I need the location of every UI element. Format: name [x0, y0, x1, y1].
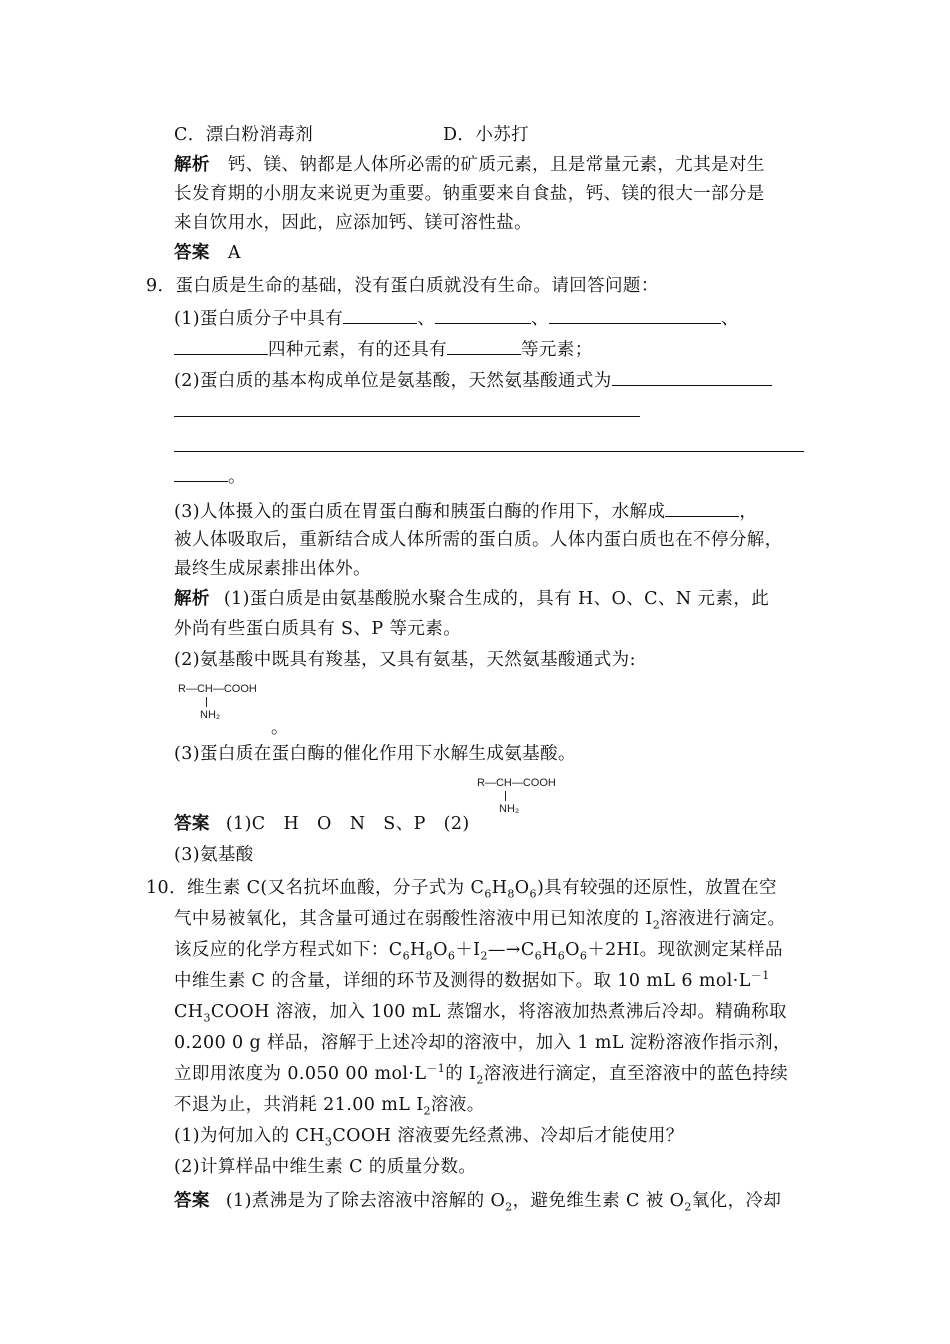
q10-sub2: (2)计算样品中维生素 C 的质量分数。 [174, 1157, 477, 1177]
subscript: 2 [480, 949, 488, 963]
answer-blank [174, 433, 804, 452]
text: —→C [487, 940, 535, 960]
text: ，避免维生素 C 被 O [512, 1191, 685, 1211]
answer-q10-line1 [174, 1189, 781, 1213]
q10-line7 [174, 1062, 788, 1086]
answer-blank [549, 305, 721, 324]
text: COOH 溶液要先经煮沸、冷却后才能使用？ [332, 1126, 684, 1146]
subscript: 6 [534, 949, 543, 963]
analysis-label: 解析 [174, 155, 210, 175]
q9-part2-line3 [174, 433, 804, 459]
text: 溶液进行滴定。 [660, 909, 786, 929]
answer-q8 [174, 241, 241, 265]
q9-part2-line1 [174, 367, 772, 393]
analysis-q9-line1 [174, 587, 769, 611]
q9-part2-text: (2)蛋白质的基本构成单位是氨基酸，天然氨基酸通式为 [174, 371, 612, 391]
q9-part2-line2 [174, 398, 640, 424]
text: H [542, 940, 558, 960]
analysis-q8-line1 [174, 153, 765, 177]
text: 的 I [445, 1064, 477, 1084]
text: 立即用浓度为 0.050 00 mol·L [174, 1064, 427, 1084]
superscript: －1 [426, 1062, 446, 1076]
analysis-q9-line3: (2)氨基酸中既具有羧基，又具有氨基，天然氨基酸通式为: [174, 650, 636, 670]
option-d: D．小苏打 [443, 125, 530, 145]
text: O [565, 940, 580, 960]
answer-blank [343, 305, 417, 324]
q9-part3-line1 [174, 498, 757, 524]
q10-line5 [174, 1000, 787, 1024]
analysis-text: (1)蛋白质是由氨基酸脱水聚合生成的，具有 H、O、C、N 元素，此 [223, 589, 770, 609]
formula-top: R—CH—COOH [178, 683, 257, 695]
subscript: 3 [324, 1135, 333, 1149]
question-text: 蛋白质是生命的基础，没有蛋白质就没有生命。请回答问题： [175, 276, 659, 296]
text: 溶液。 [430, 1095, 485, 1115]
period: 。 [228, 467, 246, 487]
text: 气中易被氧化，其含量可通过在弱酸性溶液中用已知浓度的 I [174, 909, 653, 929]
answer-blank [665, 498, 739, 517]
question-number: 10． [146, 878, 187, 898]
subscript: 2 [476, 1073, 484, 1087]
question-number: 9． [146, 276, 176, 296]
subscript: 8 [507, 887, 515, 901]
text: (1)煮沸是为了除去溶液中溶解的 O [225, 1191, 506, 1211]
q9-part3-text: (3)人体摄入的蛋白质在胃蛋白酶和胰蛋白酶的作用下，水解成 [174, 502, 666, 522]
q9-part1-text3: 等元素； [521, 340, 593, 360]
separator: 、 [531, 309, 550, 329]
formula-bottom: NH₂ [200, 709, 221, 721]
text: H [491, 878, 508, 898]
subscript: 6 [447, 949, 456, 963]
formula-bond [505, 791, 506, 801]
comma: ， [739, 502, 758, 522]
analysis-label: 解析 [174, 589, 210, 609]
amino-acid-formula-2 [477, 777, 587, 817]
option-c: C．漂白粉消毒剂 [174, 125, 314, 145]
formula-period: 。 [271, 718, 289, 738]
q10-line6: 0.200 0 g 样品，溶解于上述冷却的溶液中，加入 1 mL 淀粉溶液作指示剂， [174, 1033, 791, 1053]
answer-q9-line1 [174, 812, 470, 836]
formula-top: R—CH—COOH [477, 777, 556, 789]
formula-bottom: NH₂ [499, 803, 520, 815]
text: CH [174, 1002, 204, 1022]
q9-part3-line2: 被人体吸取后，重新结合成人体所需的蛋白质。人体内蛋白质也在不停分解， [174, 530, 783, 550]
answer-label: 答案 [174, 814, 210, 834]
text: )具有较强的还原性，放置在空 [536, 878, 777, 898]
text: O [514, 878, 530, 898]
separator: 、 [721, 309, 739, 329]
text: ＋I [455, 940, 481, 960]
answer-blank [447, 336, 521, 355]
separator: 、 [417, 309, 436, 329]
answer-blank [174, 398, 640, 417]
text: 溶液进行滴定，直至溶液中的蓝色持续 [483, 1064, 789, 1084]
text: 氧化，冷却 [691, 1191, 782, 1211]
q10-line4 [174, 969, 770, 993]
q10-line8 [174, 1093, 485, 1117]
subscript: 8 [425, 949, 434, 963]
answer-label: 答案 [174, 243, 210, 263]
text: 不退为止，共消耗 21.00 mL I [174, 1095, 424, 1115]
q10-sub1 [174, 1124, 684, 1148]
q9-part1-line1 [174, 305, 739, 331]
q9-part2-line4 [174, 463, 246, 489]
text: 维生素 C(又名抗坏血酸，分子式为 C [186, 878, 485, 898]
answer-blank [174, 463, 228, 482]
subscript: 6 [579, 949, 588, 963]
text: 该反应的化学方程式如下：C [174, 940, 403, 960]
q10-line3 [174, 938, 783, 962]
text: ＋2HI。现欲测定某样品 [587, 940, 783, 960]
text: 中维生素 C 的含量，详细的环节及测得的数据如下。取 10 mL 6 mol·L [174, 971, 751, 991]
answer-q9-line2: (3)氨基酸 [174, 845, 254, 865]
subscript: 2 [652, 918, 661, 932]
q9-part1-text2: 四种元素，有的还具有 [268, 340, 447, 360]
answer-value: A [227, 243, 241, 263]
analysis-q9-line2: 外尚有些蛋白质具有 S、P 等元素。 [174, 619, 462, 639]
subscript: 6 [402, 949, 410, 963]
question-9-stem [146, 274, 659, 298]
q10-line2 [174, 907, 785, 931]
answer-blank [612, 367, 772, 386]
text: O [433, 940, 448, 960]
text: (1)为何加入的 CH [174, 1126, 325, 1146]
q9-part1-line2 [174, 336, 593, 362]
q9-part3-line3: 最终生成尿素排出体外。 [174, 559, 371, 579]
subscript: 2 [505, 1200, 513, 1214]
analysis-text: 钙、镁、钠都是人体所必需的矿质元素，且是常量元素，尤其是对生 [227, 155, 765, 175]
answer-blank [435, 305, 531, 324]
q9-part1-text: (1)蛋白质分子中具有 [174, 309, 344, 329]
text: COOH 溶液，加入 100 mL 蒸馏水，将溶液加热煮沸后冷却。精确称取 [210, 1002, 787, 1022]
analysis-q8-line3: 来自饮用水，因此，应添加钙、镁可溶性盐。 [174, 213, 532, 233]
formula-bond [206, 697, 207, 707]
subscript: 3 [203, 1011, 211, 1025]
text: H [410, 940, 426, 960]
subscript: 6 [557, 949, 566, 963]
q10-line1 [146, 876, 777, 900]
answer-value: (1)C H O N S、P (2) [225, 814, 470, 834]
superscript: －1 [750, 969, 770, 983]
subscript: 6 [529, 887, 537, 901]
analysis-q8-line2: 长发育期的小朋友来说更为重要。钠重要来自食盐，钙、镁的很大一部分是 [174, 184, 765, 204]
analysis-q9-line4: (3)蛋白质在蛋白酶的催化作用下水解生成氨基酸。 [174, 744, 576, 764]
answer-blank [174, 336, 268, 355]
subscript: 2 [423, 1104, 431, 1118]
answer-label: 答案 [174, 1191, 210, 1211]
subscript: 6 [484, 887, 492, 901]
subscript: 2 [684, 1200, 692, 1214]
